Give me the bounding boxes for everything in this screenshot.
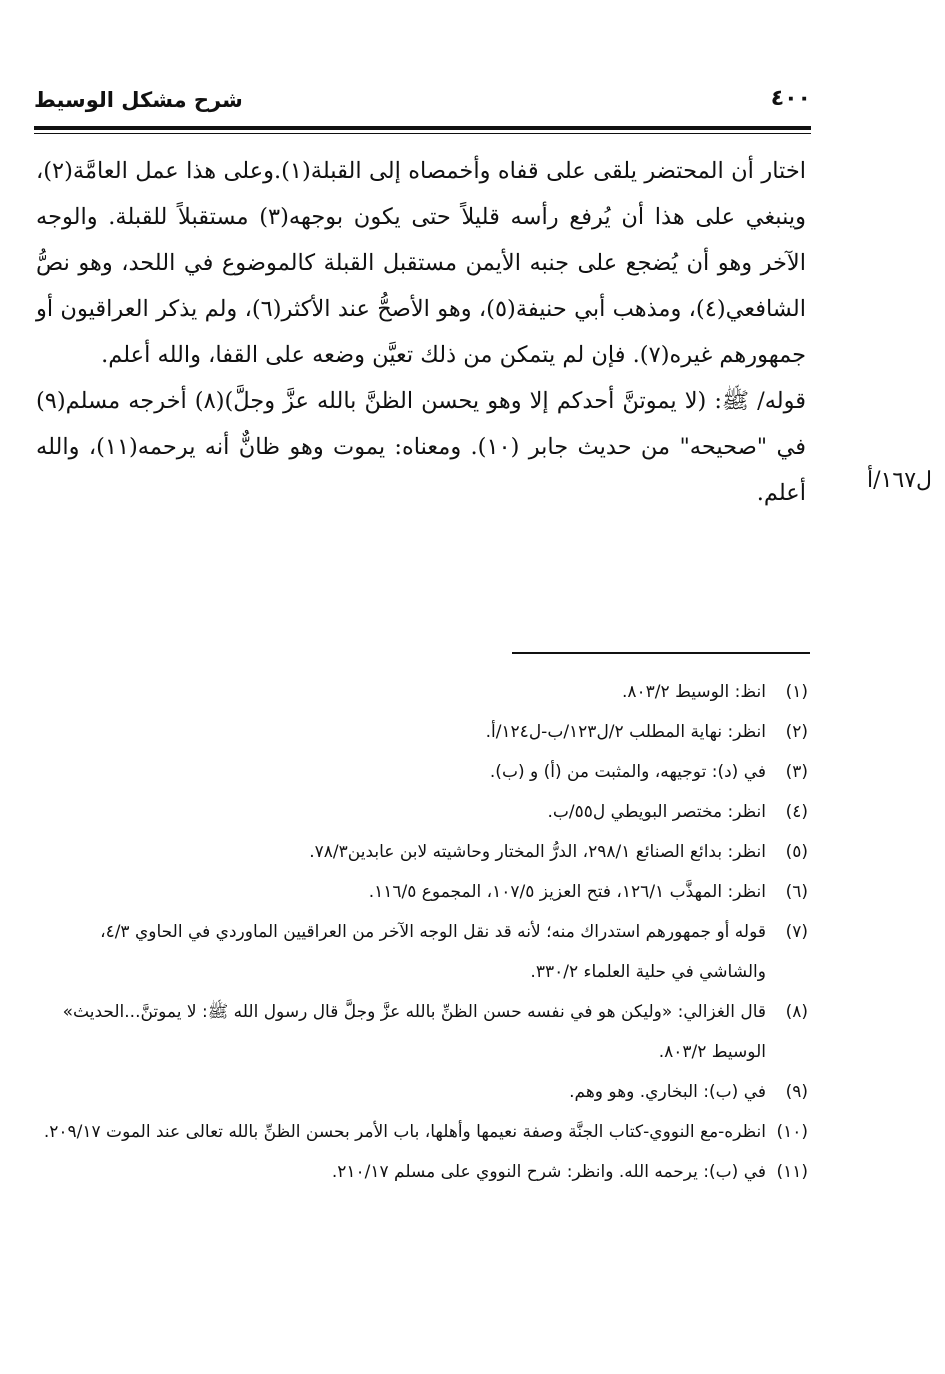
footnote-number: (٤) — [785, 802, 808, 822]
footnote — [36, 1152, 808, 1192]
footnote-number: (٨) — [785, 1002, 808, 1022]
footnote-text: انظر: بدائع الصنائع ٢٩٨/١، الدرُّ المختار وحاشيته لابن عابدين٧٨/٣. — [309, 842, 766, 862]
footnote-number: (٢) — [785, 722, 808, 742]
footnote-text: انظره-مع النووي-كتاب الجنَّة وصفة نعيمها وأهلها، باب الأمر بحسن الظنِّ بالله تعالى عند الموت ٢٠٩/١٧. — [43, 1122, 766, 1142]
footnote-number: (١٠) — [776, 1122, 808, 1142]
footnote — [36, 712, 808, 752]
footnotes — [36, 672, 808, 1192]
footnote — [36, 752, 808, 792]
footnote-number: (٩) — [785, 1082, 808, 1102]
footnote-number: (٧) — [785, 922, 808, 942]
page-number: ٤٠٠ — [770, 86, 811, 111]
paragraph-1: اختار أن المحتضر يلقى على قفاه وأخمصاه إلى القبلة(١).وعلى هذا عمل العامَّة(٢)، وينبغي على هذا أن يُرفع رأسه قليلاً حتى يكون بوجهه(٣) مستقبلاً للقبلة. والوجه الآخر وهو أن يُضجع على جنبه الأيمن مستقبل القبلة كالموضوع في اللحد، وهو نصُّ الشافعي(٤)، ومذهب أبي حنيفة(٥)، وهو الأصحُّ عند الأكثر(٦)، ولم يذكر العراقيون أو جمهورهم غيره(٧). فإن لم يتمكن من ذلك تعيَّن وضعه على القفا، والله أعلم. — [36, 158, 807, 368]
footnote-text: قوله أو جمهورهم استدراك منه؛ لأنه قد نقل الوجه الآخر من العراقيين الماوردي في الحاوي ٤/٣، والشاشي في حلية العلماء ٣٣٠/٢. — [100, 922, 766, 982]
manuscript-folio-marker: ل١٦٧/أ — [867, 468, 932, 493]
footnote-number: (١) — [785, 682, 808, 702]
footnote — [36, 792, 808, 832]
footnote-text: انظر: نهاية المطلب ٢/ل١٢٣/ب-ل١٢٤/أ. — [485, 722, 766, 742]
footnote — [36, 1072, 808, 1112]
page-header — [34, 84, 811, 124]
footnote — [36, 1112, 808, 1152]
footnote-separator — [512, 652, 810, 654]
header-rule-thick — [34, 126, 811, 130]
footnote-number: (٦) — [785, 882, 808, 902]
footnote — [36, 912, 808, 992]
footnote-text: قال الغزالي: «وليكن هو في نفسه حسن الظنِّ بالله عزَّ وجلَّ قال رسول الله ﷺ: لا يموتنَّ...الحديث» الوسيط ٨٠٣/٢. — [62, 1002, 766, 1062]
footnote-number: (٥) — [785, 842, 808, 862]
footnote-text: في (ب): يرحمه الله. وانظر: شرح النووي على مسلم ٢١٠/١٧. — [331, 1162, 766, 1182]
footnote-number: (٣) — [785, 762, 808, 782]
footnote-text: في (ب): البخاري. وهو وهم. — [569, 1082, 766, 1102]
paragraph-2: قوله/ ﷺ: (لا يموتنَّ أحدكم إلا وهو يحسن الظنَّ بالله عزَّ وجلَّ)(٨) أخرجه مسلم(٩) في "صحيحه" من حديث جابر (١٠). ومعناه: يموت وهو ظانٌّ أنه يرحمه(١١)، والله أعلم. — [36, 388, 806, 506]
header-rule-thin — [34, 133, 811, 134]
footnote-text: انظ: الوسيط ٨٠٣/٢. — [622, 682, 766, 702]
running-title: شرح مشكل الوسيط — [34, 88, 243, 112]
footnote-text: انظر: المهذَّب ١٢٦/١، فتح العزيز ١٠٧/٥، المجموع ١١٦/٥. — [368, 882, 766, 902]
main-text — [36, 148, 806, 516]
footnote — [36, 672, 808, 712]
footnote — [36, 872, 808, 912]
footnote-number: (١١) — [776, 1162, 808, 1182]
footnote-text: انظر: مختصر البويطي ل٥٥/ب. — [547, 802, 766, 822]
footnote — [36, 992, 808, 1072]
footnote — [36, 832, 808, 872]
footnote-text: في (د): توجيهه، والمثبت من (أ) و (ب). — [489, 762, 766, 782]
